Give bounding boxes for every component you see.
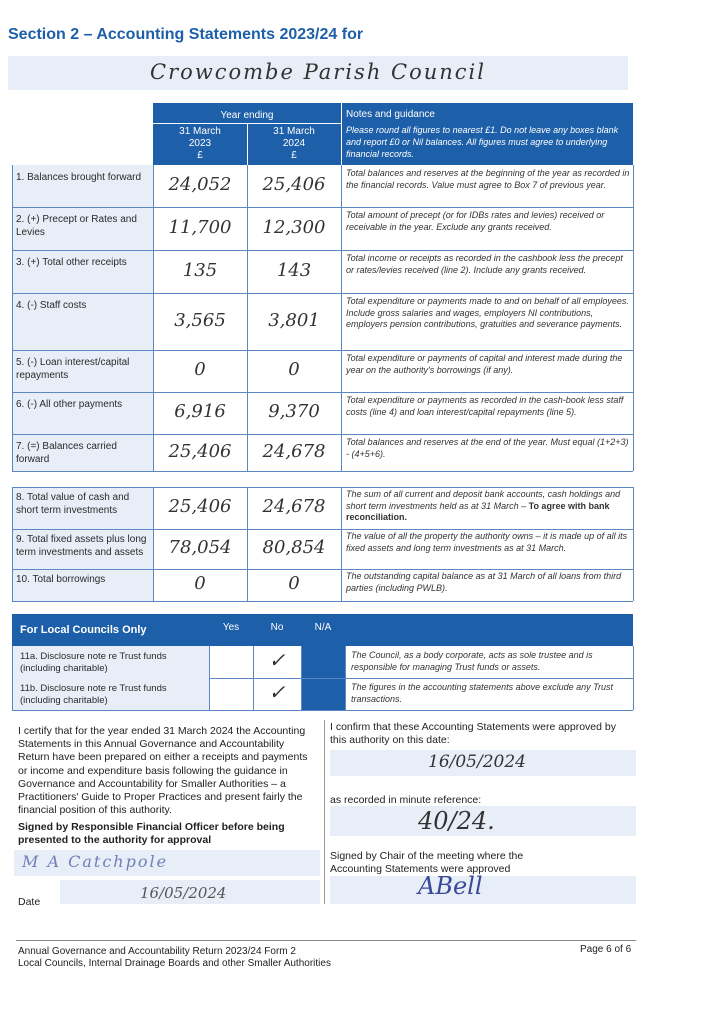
lc-vline (12, 678, 13, 710)
section-title: Section 2 – Accounting Statements 2023/24 for (8, 26, 364, 43)
row-divider (12, 529, 633, 530)
row-divider (12, 250, 633, 251)
row-note (346, 531, 630, 554)
year-ending-label: Year ending (220, 110, 274, 121)
row-label: 5. (-) Loan interest/capital repayments (16, 357, 130, 381)
table-border-left (12, 165, 13, 471)
lc-label: 11b. Disclosure note re Trust funds (including charitable) (20, 683, 167, 706)
row-note-text: The value of all the property the authority owns – it is made up of all its fixed assets and long term investments as at 31 March. (346, 531, 628, 553)
value-2024: 80,854 (262, 537, 326, 558)
lc-vline (301, 678, 302, 710)
certify-text: I certify that for the year ended 31 March 2024 the Accounting Statements in this Annual Governance and Accountability Return have been prepared on either a receipts and payments or income and expenditure basis following the guidance in Governance and Accountability for Smaller Authorities – a Practitioners' Guide to Proper Practices and present fairly the financial position of this authority. (18, 725, 308, 817)
lc-vline (633, 646, 634, 678)
lc-vline (209, 646, 210, 678)
value-2023: 135 (182, 259, 218, 281)
row-note (346, 489, 630, 524)
value-2023: 3,565 (174, 309, 226, 331)
row-divider (12, 434, 633, 435)
row-note-text: The outstanding capital balance as at 31 March of all loans from third parties (including PWLB). (346, 571, 622, 593)
minute-label: as recorded in minute reference: (330, 794, 482, 806)
row-divider (12, 207, 633, 208)
row-divider (12, 293, 633, 294)
row-label: 2. (+) Precept or Rates and Levies (16, 214, 137, 238)
no-header: No (270, 622, 284, 633)
local-councils-title: For Local Councils Only (20, 624, 147, 636)
value-2023: 11,700 (168, 216, 232, 238)
value-2023: 25,406 (168, 440, 232, 462)
lc-vline (345, 678, 346, 710)
row-note: Total balances and reserves at the end of the year. Must equal (1+2+3) - (4+5+6). (346, 437, 629, 459)
header-vline-notes (341, 103, 342, 165)
value-2023: 0 (194, 573, 206, 594)
row-label: 6. (-) All other payments (16, 399, 123, 410)
value-2023: 0 (194, 359, 206, 380)
table-border-right (633, 487, 634, 601)
value-2024: 24,678 (262, 440, 326, 462)
row-divider (12, 569, 633, 570)
row-label: 4. (-) Staff costs (16, 300, 87, 311)
header-vline (247, 124, 248, 165)
col-2023-header: 31 March 2023 £ (179, 126, 221, 161)
row-note: Total amount of precept (or for IDBs rates and levies) received or receivable in the year. Exclude any grants received. (346, 210, 605, 232)
value-2024: 3,801 (268, 309, 320, 331)
approval-date: 16/05/2024 (428, 752, 526, 772)
tick-mark: ✓ (268, 648, 286, 672)
table-vline (341, 165, 342, 471)
value-2024: 12,300 (262, 216, 326, 238)
lc-vline (301, 646, 302, 678)
row-note: Total expenditure or payments of capital and interest made during the year on the authority's borrowings (if any). (346, 353, 623, 375)
value-2024: 24,678 (262, 496, 326, 517)
footer-rule (16, 940, 636, 941)
minute-reference: 40/24. (418, 807, 495, 835)
value-2024: 0 (288, 573, 300, 594)
row-divider (12, 471, 633, 472)
rfo-signature: M A Catchpole (22, 852, 169, 871)
table-vline (341, 487, 342, 601)
value-2023: 6,916 (174, 401, 226, 422)
row-divider (12, 601, 633, 602)
rfo-date: 16/05/2024 (140, 884, 227, 902)
council-name: Crowcombe Parish Council (150, 60, 486, 84)
row-note: Total expenditure or payments as recorded in the cash-book less staff costs (line 4) and loan interest/capital repayments (line 5). (346, 395, 624, 417)
table-border-left (12, 487, 13, 601)
row-note-text: The sum of all current and deposit bank accounts, cash holdings and short term investments held as at 31 March – (346, 489, 621, 511)
row-divider (12, 392, 633, 393)
row-note: Total balances and reserves at the beginning of the year as recorded in the financial records. Value must agree to Box 7 of previous year. (346, 168, 630, 190)
notes-intro: Please round all figures to nearest £1. Do not leave any boxes blank and report £0 or Nil balances. All figures must agree to underlying financial records. (346, 125, 619, 159)
row-note: Total expenditure or payments made to and on behalf of all employees. Include gross salaries and wages, employers NI contributions, employers pension contributions, gratuities and severance payments. (346, 296, 629, 329)
notes-header: Notes and guidance (346, 109, 435, 120)
footer-line1: Annual Governance and Accountability Return 2023/24 Form 2 (18, 946, 296, 957)
chair-label: Signed by Chair of the meeting where the Accounting Statements were approved (330, 850, 524, 876)
lc-vline (253, 678, 254, 710)
lc-vline (633, 678, 634, 710)
sign-divider (324, 720, 325, 904)
lc-note: The figures in the accounting statements above exclude any Trust transactions. (351, 682, 613, 704)
value-2023: 25,406 (168, 496, 232, 517)
row-label: 1. Balances brought forward (16, 172, 142, 183)
lc-label: 11a. Disclosure note re Trust funds (including charitable) (20, 651, 167, 674)
row-label: 9. Total fixed assets plus long term investments and assets (16, 534, 147, 558)
chair-signature: ABell (418, 872, 483, 900)
lc-vline (209, 678, 210, 710)
table-border-top (12, 487, 633, 488)
lc-note: The Council, as a body corporate, acts as sole trustee and is responsible for managing Trust funds or assets. (351, 650, 593, 672)
col-2024-header: 31 March 2024 £ (273, 126, 315, 161)
row-label: 10. Total borrowings (16, 574, 106, 585)
label-column-bg (12, 165, 153, 471)
lc-divider (12, 710, 633, 711)
row-note-bold: To agree with bank reconciliation. (346, 500, 610, 522)
confirm-text: I confirm that these Accounting Statements were approved by this authority on this date: (330, 721, 616, 747)
value-2024: 25,406 (262, 174, 326, 195)
row-label: 3. (+) Total other receipts (16, 257, 127, 268)
value-2024: 0 (288, 359, 300, 380)
row-note (346, 571, 630, 594)
value-2023: 24,052 (168, 174, 232, 195)
table-border-right (633, 165, 634, 471)
date-label: Date (18, 896, 41, 908)
lc-vline (345, 646, 346, 678)
value-2023: 78,054 (168, 537, 232, 558)
row-label: 8. Total value of cash and short term investments (16, 492, 130, 516)
certify-bold: Signed by Responsible Financial Officer before being presented to the authority for approval (18, 821, 285, 847)
yes-header: Yes (222, 622, 240, 633)
tick-mark: ✓ (268, 680, 286, 704)
lc-vline (253, 646, 254, 678)
row-label: 7. (=) Balances carried forward (16, 441, 117, 465)
chair-signature-box (330, 876, 636, 904)
row-note: Total income or receipts as recorded in the cashbook less the precept or rates/levies received (line 2). Include any grants received. (346, 253, 623, 275)
value-2024: 143 (276, 259, 312, 281)
footer-page: Page 6 of 6 (580, 944, 632, 955)
na-header: N/A (314, 622, 332, 633)
footer-line2: Local Councils, Internal Drainage Boards and other Smaller Authorities (18, 958, 331, 969)
row-divider (12, 350, 633, 351)
lc-vline (12, 646, 13, 678)
value-2024: 9,370 (268, 401, 320, 422)
